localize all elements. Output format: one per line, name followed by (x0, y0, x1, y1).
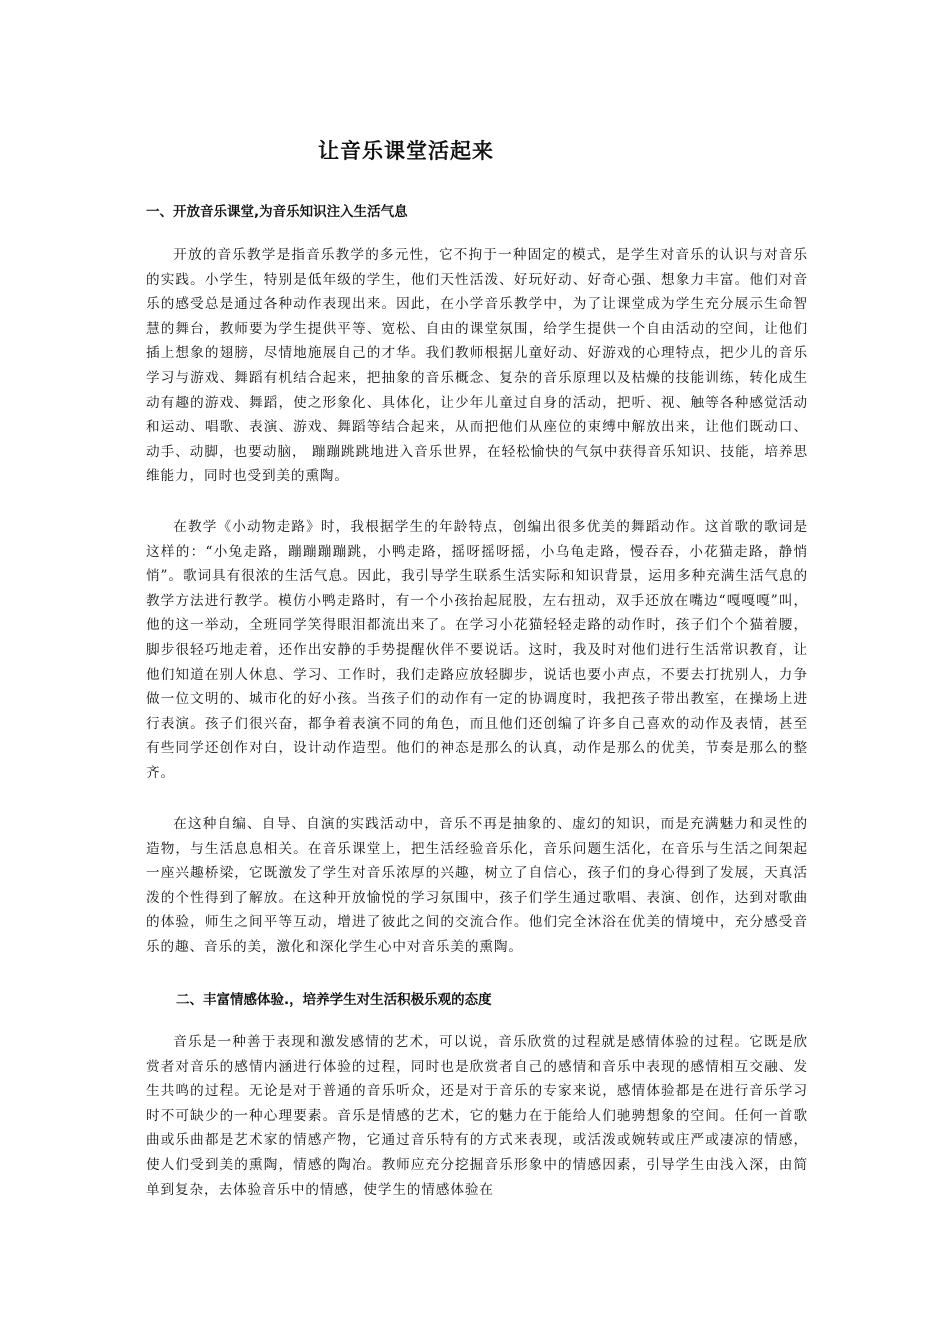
paragraph-2: 在教学《小动物走路》时，我根据学生的年龄特点，创编出很多优美的舞蹈动作。这首歌的歌词是这样的：“小兔走路，蹦蹦蹦蹦跳，小鸭走路，摇呀摇呀摇，小乌龟走路，慢吞吞，小花猫走路，静悄悄”。歌词具有很浓的生活气息。因此，我引导学生联系生活实际和知识背景，运用多种充满生活气息的教学方法进行教学。模仿小鸭走路时，有一个小孩抬起屁股，左右扭动，双手还放在嘴边“嘎嘎嘎”叫，他的这一举动，全班同学笑得眼泪都流出来了。在学习小花猫轻轻走路的动作时，孩子们个个猫着腰，脚步很轻巧地走着，还作出安静的手势提醒伙伴不要说话。这时，我及时对他们进行生活常识教育，让他们知道在别人休息、学习、工作时，我们走路应放轻脚步，说话也要小声点，不要去打扰别人，力争做一位文明的、城市化的好小孩。当孩子们的动作有一定的协调度时，我把孩子带出教室，在操场上进行表演。孩子们很兴奋，都争着表演不同的角色，而且他们还创编了许多自己喜欢的动作及表情，甚至有些同学还创作对白，设计动作造型。他们的神态是那么的认真，动作是那么的优美，节奏是那么的整齐。 (146, 519, 808, 781)
document-title: 让音乐课堂活起来 (318, 139, 494, 163)
paragraph-3: 在这种自编、自导、自演的实践活动中，音乐不再是抽象的、虚幻的知识，而是充满魅力和灵性的造物，与生活息息相关。在音乐课堂上，把生活经验音乐化，音乐问题生活化，在音乐与生活之间架起一座兴趣桥梁，它既激发了学生对音乐浓厚的兴趣，树立了自信心，孩子们的身心得到了发展，天真活泼的个性得到了解放。在这种开放愉悦的学习氛围中，孩子们学生通过歌唱、表演、创作，达到对歌曲的体验，师生之间平等互动，增进了彼此之间的交流合作。他们完全沐浴在优美的情境中，充分感受音乐的趣、音乐的美，激化和深化学生心中对音乐美的熏陶。 (146, 816, 808, 955)
paragraph-1: 开放的音乐教学是指音乐教学的多元性，它不拘于一种固定的模式，是学生对音乐的认识与对音乐的实践。小学生，特别是低年级的学生，他们天性活泼、好玩好动、好奇心强、想象力丰富。他们对音乐的感受总是通过各种动作表现出来。因此，在小学音乐教学中，为了让课堂成为学生充分展示生命智慧的舞台，教师要为学生提供平等、宽松、自由的课堂氛围，给学生提供一个自由活动的空间，让他们插上想象的翅膀，尽情地施展自己的才华。我们教师根据儿童好动、好游戏的心理特点，把少儿的音乐学习与游戏、舞蹈有机结合起来，把抽象的音乐概念、复杂的音乐原理以及枯燥的技能训练，转化成生动有趣的游戏、舞蹈，使之形象化、具体化，让少年儿童过自身的活动，把听、视、触等各种感觉活动和运动、唱歌、表演、游戏、舞蹈等结合起来，从而把他们从座位的束缚中解放出来，让他们既动口、动手、动脚，也要动脑， 蹦蹦跳跳地进入音乐世界，在轻松愉快的气氛中获得音乐知识、技能，培养思维能力，同时也受到美的熏陶。 (146, 247, 808, 485)
paragraph-4: 音乐是一种善于表现和激发感情的艺术，可以说，音乐欣赏的过程就是感情体验的过程。它既是欣赏者对音乐的感情内涵进行体验的过程，同时也是欣赏者自己的感情和音乐中表现的感情相互交融、发生共鸣的过程。无论是对于普通的音乐听众，还是对于音乐的专家来说，感情体验都是在进行音乐学习时不可缺少的一种心理要素。音乐是情感的艺术，它的魅力在于能给人们驰骋想象的空间。任何一首歌曲或乐曲都是艺术家的情感产物，它通过音乐特有的方式来表现，或活泼或婉转或庄严或凄凉的情感，使人们受到美的熏陶，情感的陶冶。教师应充分挖掘音乐形象中的情感因素，引导学生由浅入深，由简单到复杂，去体验音乐中的情感，使学生的情感体验在 (146, 1034, 808, 1198)
section-heading-1: 一、开放音乐课堂,为音乐知识注入生活气息 (146, 204, 408, 220)
section-heading-2: 二、丰富情感体验.，培养学生对生活积极乐观的态度 (176, 992, 492, 1008)
